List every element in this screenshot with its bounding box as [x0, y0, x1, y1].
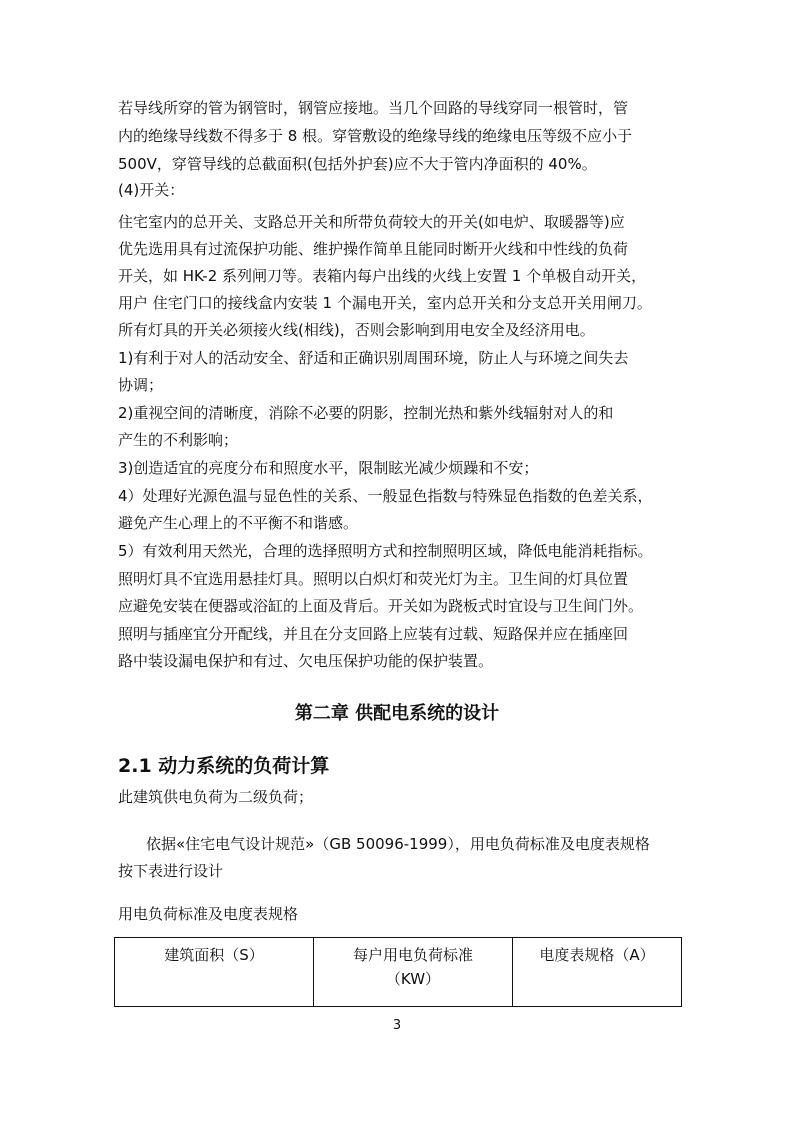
- body-line: (4)开关：: [118, 181, 185, 199]
- body-line: 协调；: [118, 376, 164, 394]
- body-line: 避免产生心理上的不平衡不和谐感。: [118, 514, 359, 532]
- body-line: 照明灯具不宜选用悬挂灯具。照明以白炽灯和荧光灯为主。卫生间的灯具位置: [118, 570, 629, 588]
- header-cell-area: 建筑面积（S）: [115, 938, 314, 1007]
- body-line: 500V，穿管导线的总截面积(包括外护套)应不大于管内净面积的 40%。: [118, 155, 597, 173]
- body-line: 优先选用具有过流保护功能、维护操作简单且能同时断开火线和中性线的负荷: [118, 240, 629, 258]
- body-line: 2)重视空间的清晰度，消除不必要的阴影，控制光热和紫外线辐射对人的和: [118, 404, 614, 422]
- body-line: 照明与插座宜分开配线，并且在分支回路上应装有过载、短路保并应在插座回: [118, 625, 629, 643]
- body-line: 1)有利于对人的活动安全、舒适和正确识别周围环境，防止人与环境之间失去: [118, 349, 629, 367]
- section-line: 按下表进行设计: [118, 862, 224, 880]
- header-cell-load: [314, 938, 513, 1007]
- body-line: 产生的不利影响；: [118, 431, 239, 449]
- body-line: 应避免安装在便器或浴缸的上面及背后。开关如为跷板式时宜设与卫生间门外。: [118, 597, 644, 615]
- table-caption: 用电负荷标准及电度表规格: [118, 905, 299, 923]
- body-line: 用户 住宅门口的接线盒内安装 1 个漏电开关，室内总开关和分支总开关用闸刀。: [118, 294, 652, 312]
- section-title: 2.1 动力系统的负荷计算: [118, 755, 330, 777]
- page-number: 3: [392, 1018, 402, 1033]
- header-cell-load-line1: 每户用电负荷标准: [352, 946, 473, 964]
- body-line: 5）有效利用天然光，合理的选择照明方式和控制照明区域，降低电能消耗指标。: [118, 542, 653, 560]
- chapter-title: 第二章 供配电系统的设计: [294, 703, 500, 724]
- section-line: 此建筑供电负荷为二级负荷；: [118, 788, 314, 806]
- body-line: 4）处理好光源色温与显色性的关系、一般显色指数与特殊显色指数的色差关系，: [118, 487, 653, 505]
- body-line: 开关，如 HK-2 系列闸刀等。表箱内每户出线的火线上安置 1 个单极自动开关，: [118, 267, 647, 285]
- body-line: 内的绝缘导线数不得多于 8 根。穿管敷设的绝缘导线的绝缘电压等级不应小于: [118, 127, 633, 145]
- section-line: 依据«住宅电气设计规范»（GB 50096-1999），用电负荷标准及电度表规格: [146, 835, 650, 853]
- table-header-row: [115, 938, 682, 1007]
- header-cell-meter: 电度表规格（A）: [513, 938, 682, 1007]
- body-line: 3)创造适宜的亮度分布和照度水平，限制眩光减少烦躁和不安；: [118, 459, 539, 477]
- header-cell-load-line2: （KW）: [385, 970, 441, 988]
- body-line: 路中装设漏电保护和有过、欠电压保护功能的保护装置。: [118, 652, 494, 670]
- body-line: 若导线所穿的管为钢管时，钢管应接地。当几个回路的导线穿同一根管时，管: [118, 99, 629, 117]
- body-line: 所有灯具的开关必须接火线(相线)，否则会影响到用电安全及经济用电。: [118, 321, 595, 339]
- body-line: 住宅室内的总开关、支路总开关和所带负荷较大的开关(如电炉、取暖器等)应: [118, 213, 625, 231]
- load-standard-table: [114, 937, 682, 1007]
